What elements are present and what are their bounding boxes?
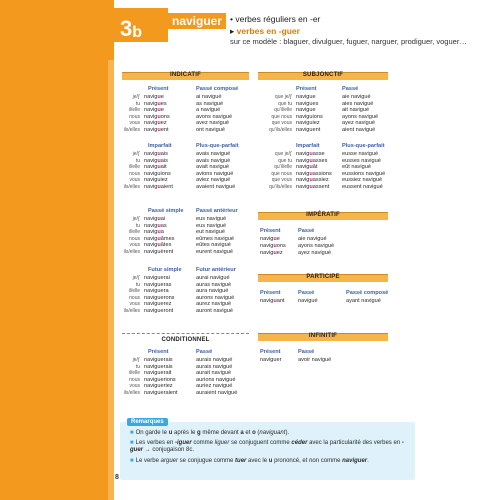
pronoun: que je/j' — [274, 94, 292, 100]
imperatif-present-form-2: naviguons — [260, 243, 286, 249]
verb-title: naviguer — [168, 13, 226, 29]
verb-form: naviguent — [296, 126, 321, 133]
verb-form: eus navigué — [196, 222, 227, 229]
verb-form: aies navigué — [342, 100, 374, 107]
pronoun: qu'ils/elles — [269, 126, 292, 133]
verb-form: naviguas — [144, 222, 167, 229]
verb-form: aurais navigué — [196, 357, 233, 363]
pronoun: ils/elles — [123, 248, 140, 255]
strip-inner-band — [108, 60, 114, 500]
verb-form: naviguerez — [144, 301, 172, 307]
participe-passe-compose-form: ayant navigué — [346, 298, 381, 304]
verb-form: naviguais — [144, 151, 168, 157]
conditionnel-title: CONDITIONNEL — [161, 337, 210, 343]
subjonctif-present-title: Présent — [296, 86, 317, 92]
pronoun: je/j' — [132, 94, 140, 100]
conditionnel-present-rows — [122, 357, 178, 396]
verb-form: navigue — [296, 107, 316, 113]
verb-form: naviguons — [144, 113, 170, 120]
infinitif-passe-form: avoir navigué — [298, 357, 332, 363]
pronoun: qu'il/elle — [274, 164, 292, 170]
remark-3: ■ Le verbe arguer se conjugue comme tuer avec le u prononcé, et non comme naviguer. — [130, 458, 369, 464]
verb-number-badge — [114, 8, 168, 42]
indicatif-passe-simple-rows — [122, 216, 174, 255]
verb-form: avions navigué — [196, 170, 234, 177]
subjonctif-passe-title: Passé — [342, 86, 359, 92]
conditionnel-passe-title-block — [196, 349, 212, 357]
subjonctif-imparfait-title-block — [296, 143, 320, 151]
indicatif-present-title: Présent — [148, 86, 169, 92]
infinitif-present-form: naviguer — [260, 357, 282, 363]
verb-form: naviguassent — [296, 183, 330, 190]
subjonctif-imparfait-title: Imparfait — [296, 143, 320, 149]
verb-form: avait navigué — [196, 164, 229, 170]
imperatif-passe-form-3: ayez navigué — [298, 250, 331, 256]
verb-form: avez navigué — [196, 120, 229, 126]
verb-form: naviguerons — [144, 294, 175, 301]
verb-form: avons navigué — [196, 113, 233, 120]
verb-form: naviguasse — [296, 151, 325, 157]
indicatif-passe-compose-block — [196, 86, 238, 94]
indicatif-passe-anterieur-title: Passé antérieur — [196, 208, 238, 214]
subjonctif-present-title-block — [296, 86, 317, 94]
pronoun: que je/j' — [274, 151, 292, 157]
verb-form: navigueront — [144, 307, 174, 314]
verb-form: eussent navigué — [342, 183, 383, 190]
verb-form: avais navigué — [196, 151, 231, 157]
imperatif-passe-form-2: ayons navigué — [298, 243, 335, 249]
indicatif-passe-compose-title: Passé composé — [196, 86, 239, 92]
pronoun: qu'il/elle — [274, 107, 292, 113]
indicatif-futur-simple-rows — [122, 275, 174, 314]
badge-number: 3 — [120, 16, 133, 41]
verb-form: eusses navigué — [342, 157, 381, 164]
indicatif-pqp-title-block — [196, 143, 239, 151]
pronoun: il/elle — [128, 288, 140, 294]
infinitif-present-title: Présent — [260, 349, 281, 355]
verb-form: aurais navigué — [196, 363, 233, 370]
verb-form: aura navigué — [196, 288, 229, 294]
pronoun: tu — [135, 222, 140, 229]
verb-form: naviguiez — [296, 120, 320, 126]
indicatif-imparfait-title: Imparfait — [148, 143, 172, 149]
verb-form: naviguâmes — [144, 235, 175, 242]
page-number: 8 — [115, 474, 119, 481]
conditionnel-passe-rows — [196, 357, 237, 396]
verb-form: naviguions — [296, 113, 323, 120]
subjonctif-imparfait-rows — [258, 151, 332, 190]
verb-form: navigue — [144, 94, 164, 100]
verb-form: naviguerais — [144, 363, 173, 370]
verb-form: naviguasses — [296, 157, 328, 164]
left-color-strip — [0, 0, 114, 500]
pronoun: il/elle — [128, 370, 140, 376]
verb-form: aurai navigué — [196, 275, 230, 281]
verb-form: navigue — [296, 94, 316, 100]
pronoun: ils/elles — [123, 126, 140, 133]
verb-type-guer-text: verbes en -guer — [236, 26, 300, 36]
verb-form: aurez navigué — [196, 301, 232, 307]
verb-form: ayons navigué — [342, 113, 379, 120]
verb-form: eurent navigué — [196, 248, 234, 255]
verb-form: naviguâtes — [144, 242, 172, 248]
indicatif-passe-simple-title-block — [148, 208, 183, 216]
verb-form: auraient navigué — [196, 389, 238, 396]
subjonctif-passe-rows — [342, 94, 378, 133]
indicatif-imparfait-title-block — [148, 143, 172, 151]
conditionnel-divider — [122, 333, 249, 334]
pronoun: nous — [129, 376, 140, 383]
verb-form: naviguerais — [144, 357, 173, 363]
verb-form: eut navigué — [196, 229, 225, 235]
badge-letter: b — [132, 24, 143, 41]
pronoun: que tu — [278, 157, 292, 164]
verb-form: naviguassiez — [296, 177, 329, 183]
verb-form: aie navigué — [342, 94, 371, 100]
indicatif-passe-simple-title: Passé simple — [148, 208, 184, 214]
indicatif-pqp-rows — [196, 151, 235, 190]
participe-present-form: naviguant — [260, 298, 285, 304]
verb-type-guer: ▸ verbes en -guer — [230, 26, 300, 36]
subjonctif-title: SUBJONCTIF — [302, 72, 344, 78]
pronoun: je/j' — [132, 151, 140, 157]
pronoun: il/elle — [128, 164, 140, 170]
pronoun: vous — [129, 383, 140, 389]
subjonctif-present-rows — [258, 94, 323, 133]
indicatif-futur-simple-title: Futur simple — [148, 267, 182, 273]
verb-form: ai navigué — [196, 94, 222, 100]
pronoun: nous — [129, 294, 140, 301]
pronoun: qu'ils/elles — [269, 183, 292, 190]
verb-form: eusse navigué — [342, 151, 379, 157]
conditionnel-present-title-block — [148, 349, 169, 357]
indicatif-futur-anterieur-title: Futur antérieur — [196, 267, 236, 273]
verb-form: naviguez — [144, 120, 167, 126]
verb-form: navigues — [144, 100, 167, 107]
verb-form: navigue — [144, 107, 164, 113]
participe-passe-title: Passé — [298, 290, 315, 296]
indicatif-title: INDICATIF — [169, 72, 202, 78]
subjonctif-pqp-rows — [342, 151, 385, 190]
participe-passe-compose-title: Passé composé — [346, 290, 389, 296]
pronoun: il/elle — [128, 107, 140, 113]
verb-form: naviguèrent — [144, 248, 174, 255]
verb-form: naviguions — [144, 170, 171, 177]
imperatif-present-form-3: naviguez — [260, 250, 283, 256]
imperatif-passe-form-1: aie navigué — [298, 236, 327, 242]
verb-form: as navigué — [196, 100, 224, 107]
pronoun: vous — [129, 242, 140, 248]
verb-form: naviguai — [144, 216, 166, 222]
verb-form: auront navigué — [196, 307, 234, 314]
verb-form: eussions navigué — [342, 170, 386, 177]
verb-type-regular: • verbes réguliers en -er — [230, 14, 321, 24]
verb-form: navigueraient — [144, 389, 178, 396]
pronoun: nous — [129, 235, 140, 242]
subjonctif-pqp-title: Plus-que-parfait — [342, 143, 385, 149]
verb-form: naviguent — [144, 126, 169, 133]
pronoun: je/j' — [132, 275, 140, 281]
pronoun: je/j' — [132, 357, 140, 363]
imperatif-present-form-1: navigue — [260, 236, 280, 242]
pronoun: que vous — [271, 177, 292, 183]
verb-form: eût navigué — [342, 164, 371, 170]
indicatif-imparfait-rows — [122, 151, 173, 190]
verb-form: naviguerait — [144, 370, 172, 376]
pronoun: tu — [135, 157, 140, 164]
verb-form: eûmes navigué — [196, 235, 234, 242]
verb-form: ayez navigué — [342, 120, 375, 126]
verb-form: auras navigué — [196, 281, 232, 288]
verb-type-regular-text: verbes réguliers en -er — [235, 14, 321, 24]
verb-form: naviguais — [144, 157, 168, 164]
verb-form: aurions navigué — [196, 376, 236, 383]
pronoun: nous — [129, 113, 140, 120]
pronoun: vous — [129, 301, 140, 307]
verb-form: a navigué — [196, 107, 221, 113]
pronoun: tu — [135, 100, 140, 107]
imperatif-title: IMPÉRATIF — [306, 212, 340, 218]
verb-form: aient navigué — [342, 126, 376, 133]
remark-2: ■ Les verbes en -iguer comme liguer se conjuguent comme céder avec la particularité des verbes en -guer → conjugaison 8c. — [130, 440, 404, 453]
pronoun: ils/elles — [123, 183, 140, 190]
pronoun: vous — [129, 120, 140, 126]
indicatif-pqp-title: Plus-que-parfait — [196, 143, 239, 149]
imperatif-present-title: Présent — [260, 228, 281, 234]
indicatif-passe-anterieur-rows — [196, 216, 234, 255]
indicatif-present-block — [122, 86, 262, 94]
verb-form: navigueras — [144, 281, 172, 288]
pronoun: que nous — [271, 113, 292, 120]
remark-1: ■ On garde le u après le g même devant a et o (naviguant). — [130, 430, 290, 436]
pronoun: je/j' — [132, 216, 140, 222]
pronoun: que vous — [271, 120, 292, 126]
indicatif-passe-anterieur-title-block — [196, 208, 238, 216]
indicatif-futur-simple-title-block — [148, 267, 182, 275]
remarks-tag: Remarques — [127, 418, 168, 426]
verb-form: navigues — [296, 100, 319, 107]
pronoun: tu — [135, 281, 140, 288]
verb-form: ait navigué — [342, 107, 370, 113]
verb-form: naviguassions — [296, 170, 332, 177]
indicatif-futur-anterieur-title-block — [196, 267, 236, 275]
conditionnel-present-title: Présent — [148, 349, 169, 355]
verb-form: navigua — [144, 229, 164, 235]
participe-passe-form: navigué — [298, 298, 318, 304]
infinitif-passe-title: Passé — [298, 349, 315, 355]
verb-form: avaient navigué — [196, 183, 236, 190]
verb-form: naviguerions — [144, 376, 176, 383]
pronoun: ils/elles — [123, 307, 140, 314]
pronoun: nous — [129, 170, 140, 177]
verb-form: avais navigué — [196, 157, 231, 164]
verb-form: aurait navigué — [196, 370, 232, 376]
verb-form: auriez navigué — [196, 383, 233, 389]
participe-title: PARTICIPE — [306, 274, 340, 280]
verb-form: naviguerai — [144, 275, 170, 281]
verb-form: naviguaient — [144, 183, 173, 190]
verb-form: eus navigué — [196, 216, 227, 222]
verb-form: navigueriez — [144, 383, 173, 389]
imperatif-passe-title: Passé — [298, 228, 315, 234]
verb-form: ont navigué — [196, 126, 225, 133]
pronoun: que tu — [278, 100, 292, 107]
pronoun: il/elle — [128, 229, 140, 235]
verb-form: naviguiez — [144, 177, 168, 183]
model-verbs: sur ce modèle : blaguer, divulguer, fuguer, narguer, prodiguer, voguer… — [230, 37, 467, 46]
verb-form: aurons navigué — [196, 294, 235, 301]
pronoun: vous — [129, 177, 140, 183]
pronoun: que nous — [271, 170, 292, 177]
pronoun: tu — [135, 363, 140, 370]
participe-present-title: Présent — [260, 290, 281, 296]
verb-form: naviguât — [296, 164, 318, 170]
indicatif-passe-compose-rows — [196, 94, 232, 133]
verb-form: naviguera — [144, 288, 169, 294]
infinitif-title: INFINITIF — [308, 333, 338, 339]
indicatif-futur-anterieur-rows — [196, 275, 234, 314]
verb-form: naviguait — [144, 164, 167, 170]
indicatif-present-rows — [122, 94, 170, 133]
conditionnel-passe-title: Passé — [196, 349, 213, 355]
subjonctif-pqp-title-block — [342, 143, 385, 151]
verb-form: eûtes navigué — [196, 242, 231, 248]
verb-form: aviez navigué — [196, 177, 231, 183]
subjonctif-passe-title-block — [342, 86, 358, 94]
pronoun: ils/elles — [123, 389, 140, 396]
verb-form: eussiez navigué — [342, 177, 383, 183]
